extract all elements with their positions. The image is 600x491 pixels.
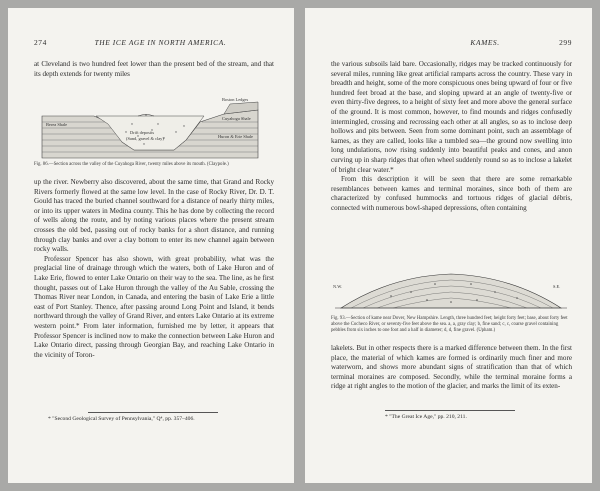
footnote-rule bbox=[385, 410, 515, 411]
running-head bbox=[331, 38, 572, 47]
kame-section-diagram bbox=[331, 270, 570, 314]
running-title: KAMES. bbox=[470, 38, 500, 47]
label-drift-deposits: Drift deposits bbox=[130, 130, 155, 135]
figure-caption: Fig. 86.—Section across the valley of the Cuyahoga River, twenty miles above its mouth. (Claypole.) bbox=[34, 162, 229, 167]
figure-caption: Fig. 93.—Section of kame near Dover, New Hampshire. Length, three hundred feet; height forty feet; base, about forty feet above the Cocheco River, or seventy-five feet above the sea. a, a, gray clay; b, fine sand; c, c, coarse gravel containing pebbles from six inches to one foot and a half in diameter; d, d, fine gravel. (Upham.) bbox=[331, 316, 568, 333]
label-boston-ledges: Boston Ledges bbox=[222, 97, 249, 102]
figure-kame-section bbox=[331, 270, 572, 334]
footnote-rule bbox=[88, 412, 218, 413]
label-stony-clay: (Sand, gravel & clay) bbox=[126, 136, 164, 141]
left-page bbox=[8, 8, 294, 483]
intro-text bbox=[34, 60, 274, 79]
label-se: S.E. bbox=[553, 284, 561, 289]
label-erie-shale: Huron & Erie Shale bbox=[218, 134, 253, 139]
footnote: * "The Great Ice Age," pp. 210, 211. bbox=[385, 414, 467, 420]
figure-cuyahoga-section bbox=[34, 96, 274, 168]
label-nw: N.W. bbox=[333, 284, 343, 289]
paragraph-2: From this description it will be seen that there are some remarkable resemblances between kames and terminal moraines, since both of them are characterized by confused hummocks and tortuous ridges of glacial débris, connected with numerous bowl-shaped depressions, often containing bbox=[331, 175, 572, 212]
right-page bbox=[305, 8, 592, 483]
running-head bbox=[34, 38, 274, 47]
cuyahoga-section-diagram bbox=[34, 96, 270, 160]
body-text bbox=[331, 60, 572, 214]
running-title: THE ICE AGE IN NORTH AMERICA. bbox=[94, 38, 227, 47]
body-text bbox=[34, 178, 274, 360]
paragraph-3: lakelets. But in other respects there is a marked difference between them. In the first place, the material of which kames are formed is ordinarily much finer and more waterworn, and shows more abundant signs of stratification than that of which terminal moraines are composed. Secondly, while the terminal moraine forms a ridge at right angles to the motion of the glacier, and marks the limit of its exten- bbox=[331, 344, 572, 391]
page-number: 274 bbox=[34, 38, 47, 47]
paragraph-2: Professor Spencer has also shown, with great probability, what was the preglacial line of drainage through which the waters, both of Lake Huron and of Lake Erie, flowed to enter Lake Ontario on their way to the sea. The line, as he first thought, passes out of Lake Huron through the valley of the Au Sable, crossing the Thomas River near London, in Canada, and entering the basin of Lake Erie a little east of Port Stanley. Thence, after passing around Long Point and Island, it bends northward through the valley of Grand River, and enters Lake Ontario at its extreme western point.* From later information, furnished me by letter, it appears that Professor Spencer is inclined now to make the connection between Lake Huron and Lake Ontario direct, passing through Georgian Bay, and reaching Lake Ontario in the vicinity of Toron- bbox=[34, 254, 274, 359]
label-berea-shale: Berea Shale bbox=[46, 122, 68, 127]
intro-paragraph: at Cleveland is two hundred feet lower than the present bed of the stream, and that its depth extends for twenty miles bbox=[34, 60, 274, 78]
footnote: * "Second Geological Survey of Pennsylvania," Q⁴, pp. 357–406. bbox=[48, 416, 195, 422]
body-text-after bbox=[331, 344, 572, 392]
paragraph-1: up the river. Newberry also discovered, about the same time, that Grand and Rocky Rivers formerly flowed at the same low level. In the case of Rocky River, Dr. D. T. Gould has traced the buried channel southward for a distance of nearly thirty miles, or into its upper waters in Medina county. This he has done by collecting the record of wells along the route, and by noting various places where the present stream crosses the old bed, passing out of rocky banks for a short distance, and running through clay banks and over a clay bottom to enter its new channel again between rocky walls. bbox=[34, 178, 274, 254]
paragraph-1: the various subsoils laid bare. Occasionally, ridges may be tracked continuously for several miles, running like great artificial ramparts across the country. These vary in breadth and height, some of the more conspicuous ones being upward of four or five hundred feet broad at the base, and sloping upward at an angle of twenty-five or even thirty-five degrees, to a height of sixty feet and more above the general surface of the ground. It is most common, however, to find mounds and ridges confusedly intermingled, crossing and recrossing each other at all angles, so as to inclose deep hollows and pits between. Seen from some dominant point, such an assemblage of kames, as they are called, looks like a tumbled sea—the ground now swelling into long undulations, now rising suddenly into beautiful peaks and cones, and anon curving up in sharp ridges that often wheel suddenly round so as to inclose a lakelet of bright clear water.* bbox=[331, 60, 572, 174]
page-number: 299 bbox=[559, 38, 572, 47]
label-cuyahoga-shale: Cuyahoga Shale bbox=[222, 116, 251, 121]
